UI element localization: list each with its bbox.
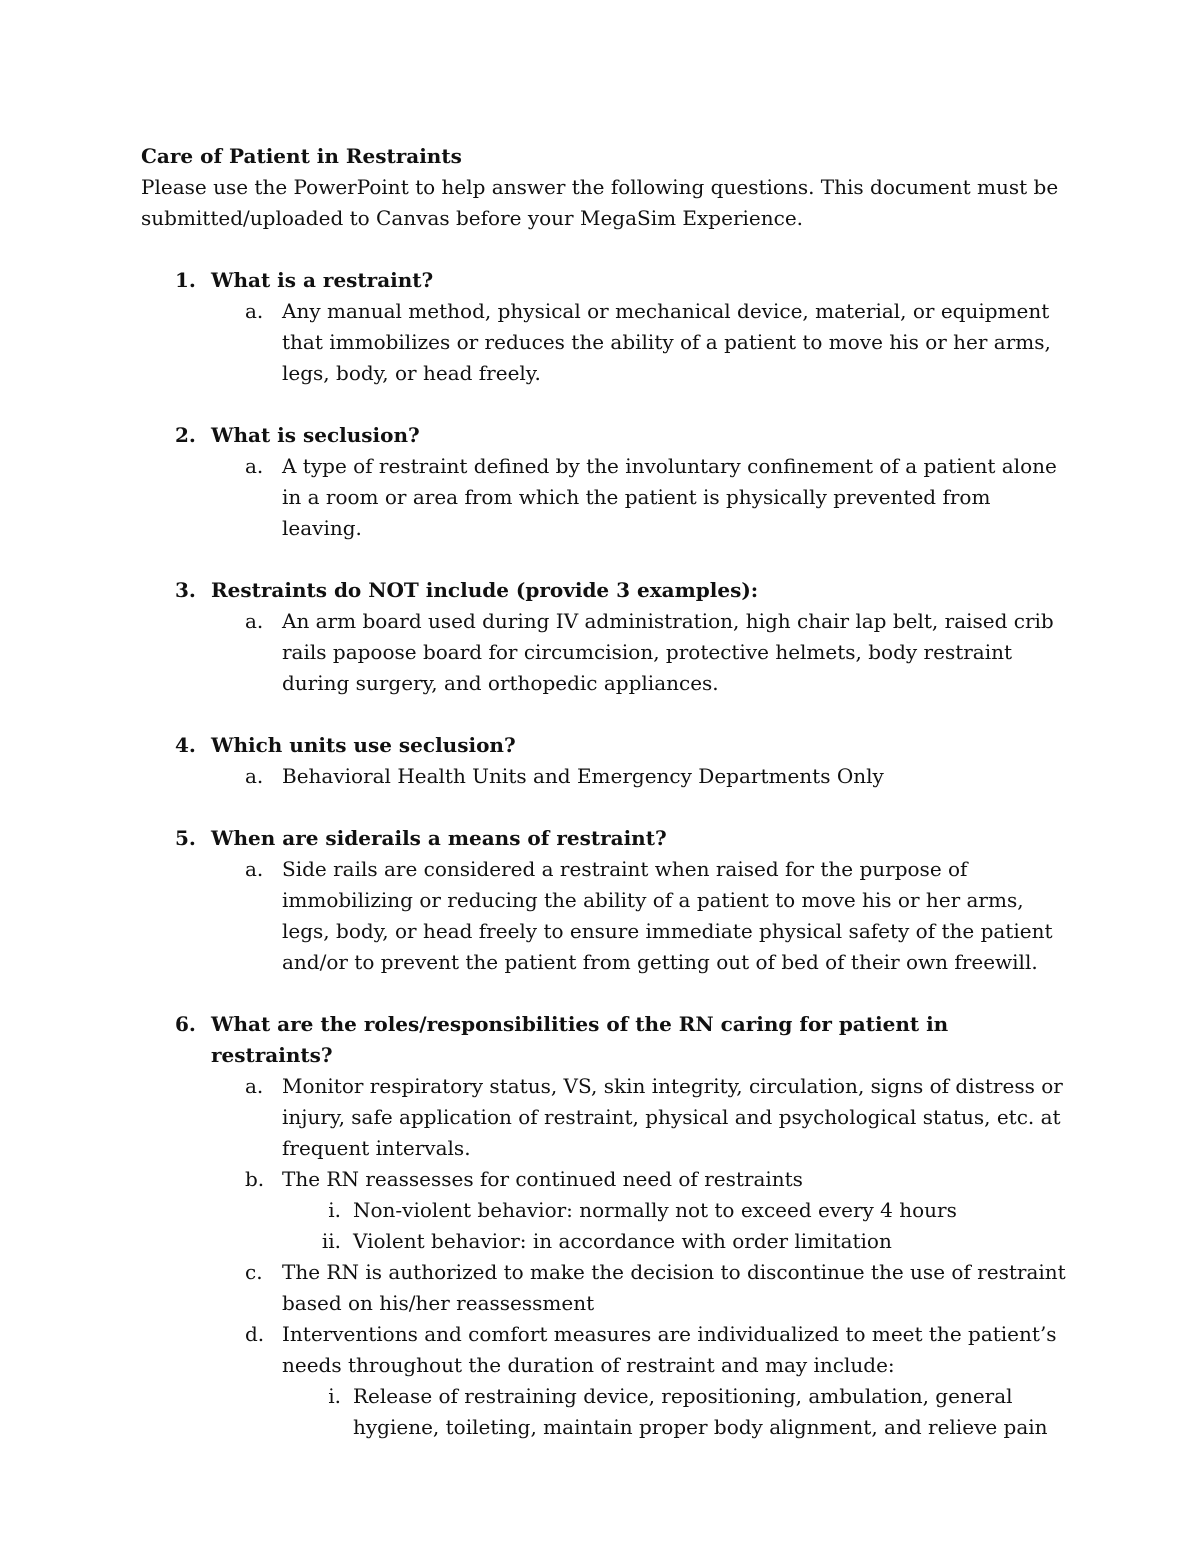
question-row (141, 730, 1071, 761)
sub-answer-marker: ii. (321, 1229, 341, 1253)
question-row (141, 575, 1071, 606)
sub-answer-marker: i. (328, 1198, 341, 1222)
question-text: Which units use seclusion? (211, 733, 516, 757)
answer-marker: a. (245, 1074, 264, 1098)
sub-answer-marker: i. (328, 1384, 341, 1408)
question-text: Restraints do NOT include (provide 3 examples): (211, 578, 759, 602)
answer-item (141, 854, 1071, 978)
question-text: What are the roles/responsibilities of the RN caring for patient in restraints? (211, 1012, 949, 1067)
document-page (141, 141, 1071, 1474)
answer-item (141, 1257, 1071, 1319)
question-row (141, 823, 1071, 854)
question-item (141, 420, 1071, 544)
question-row (141, 265, 1071, 296)
document-intro: Please use the PowerPoint to help answer the following questions. This document must be submitted/uploaded to Canvas before your MegaSim Experience. (141, 175, 1059, 230)
answer-text: An arm board used during IV administration, high chair lap belt, raised crib rails papoose board for circumcision, protective helmets, body restraint during surgery, and orthopedic appliances. (282, 609, 1054, 695)
question-item (141, 730, 1071, 792)
answer-text: Behavioral Health Units and Emergency Departments Only (282, 764, 884, 788)
question-number: 2. (175, 423, 196, 447)
answer-text: Any manual method, physical or mechanical device, material, or equipment that immobilizes or reduces the ability of a patient to move his or her arms, legs, body, or head freely. (282, 299, 1051, 385)
question-list (141, 265, 1071, 1443)
sub-answer-item (141, 1195, 1071, 1226)
question-text: What is a restraint? (211, 268, 434, 292)
answer-marker: a. (245, 857, 264, 881)
answer-marker: a. (245, 454, 264, 478)
answer-list (141, 854, 1071, 978)
question-number: 6. (175, 1012, 196, 1036)
question-item (141, 1009, 1071, 1443)
sub-answer-item (141, 1381, 1071, 1443)
answer-text: Monitor respiratory status, VS, skin integrity, circulation, signs of distress or injury, safe application of restraint, physical and psychological status, etc. at frequent intervals. (282, 1074, 1063, 1160)
answer-item (141, 1319, 1071, 1381)
sub-answer-text: Non-violent behavior: normally not to exceed every 4 hours (353, 1198, 957, 1222)
answer-marker: a. (245, 299, 264, 323)
answer-item (141, 606, 1071, 699)
answer-marker: a. (245, 609, 264, 633)
answer-marker: a. (245, 764, 264, 788)
question-number: 4. (175, 733, 196, 757)
answer-item (141, 296, 1071, 389)
sub-answer-item (141, 1226, 1071, 1257)
answer-marker: c. (245, 1260, 263, 1284)
question-number: 1. (175, 268, 196, 292)
answer-item (141, 451, 1071, 544)
document-title: Care of Patient in Restraints (141, 144, 462, 168)
answer-text: A type of restraint defined by the involuntary confinement of a patient alone in a room or area from which the patient is physically prevented from leaving. (282, 454, 1057, 540)
question-row (141, 1009, 1071, 1071)
answer-list (141, 296, 1071, 389)
answer-list (141, 451, 1071, 544)
answer-text: The RN reassesses for continued need of restraints (282, 1167, 803, 1191)
answer-list (141, 606, 1071, 699)
answer-item (141, 1071, 1071, 1164)
question-row (141, 420, 1071, 451)
answer-item (141, 1164, 1071, 1195)
answer-list (141, 761, 1071, 792)
sub-answer-text: Violent behavior: in accordance with order limitation (353, 1229, 892, 1253)
question-number: 5. (175, 826, 196, 850)
question-item (141, 575, 1071, 699)
answer-item (141, 761, 1071, 792)
question-text: When are siderails a means of restraint? (211, 826, 667, 850)
answer-list (141, 1257, 1071, 1381)
sub-answer-text: Release of restraining device, repositioning, ambulation, general hygiene, toileting, maintain proper body alignment, and relieve pain (353, 1384, 1048, 1439)
question-item (141, 823, 1071, 978)
sub-answer-list (141, 1195, 1071, 1257)
question-item (141, 265, 1071, 389)
question-text: What is seclusion? (211, 423, 420, 447)
answer-marker: d. (245, 1322, 265, 1346)
answer-text: Side rails are considered a restraint when raised for the purpose of immobilizing or reducing the ability of a patient to move his or her arms, legs, body, or head freely to ensure immediate physical safety of the patient and/or to prevent the patient from getting out of bed of their own freewill. (282, 857, 1053, 974)
answer-text: Interventions and comfort measures are individualized to meet the patient’s needs throughout the duration of restraint and may include: (282, 1322, 1057, 1377)
sub-answer-list (141, 1381, 1071, 1443)
answer-text: The RN is authorized to make the decision to discontinue the use of restraint based on his/her reassessment (282, 1260, 1066, 1315)
answer-marker: b. (245, 1167, 265, 1191)
answer-list (141, 1071, 1071, 1195)
question-number: 3. (175, 578, 196, 602)
